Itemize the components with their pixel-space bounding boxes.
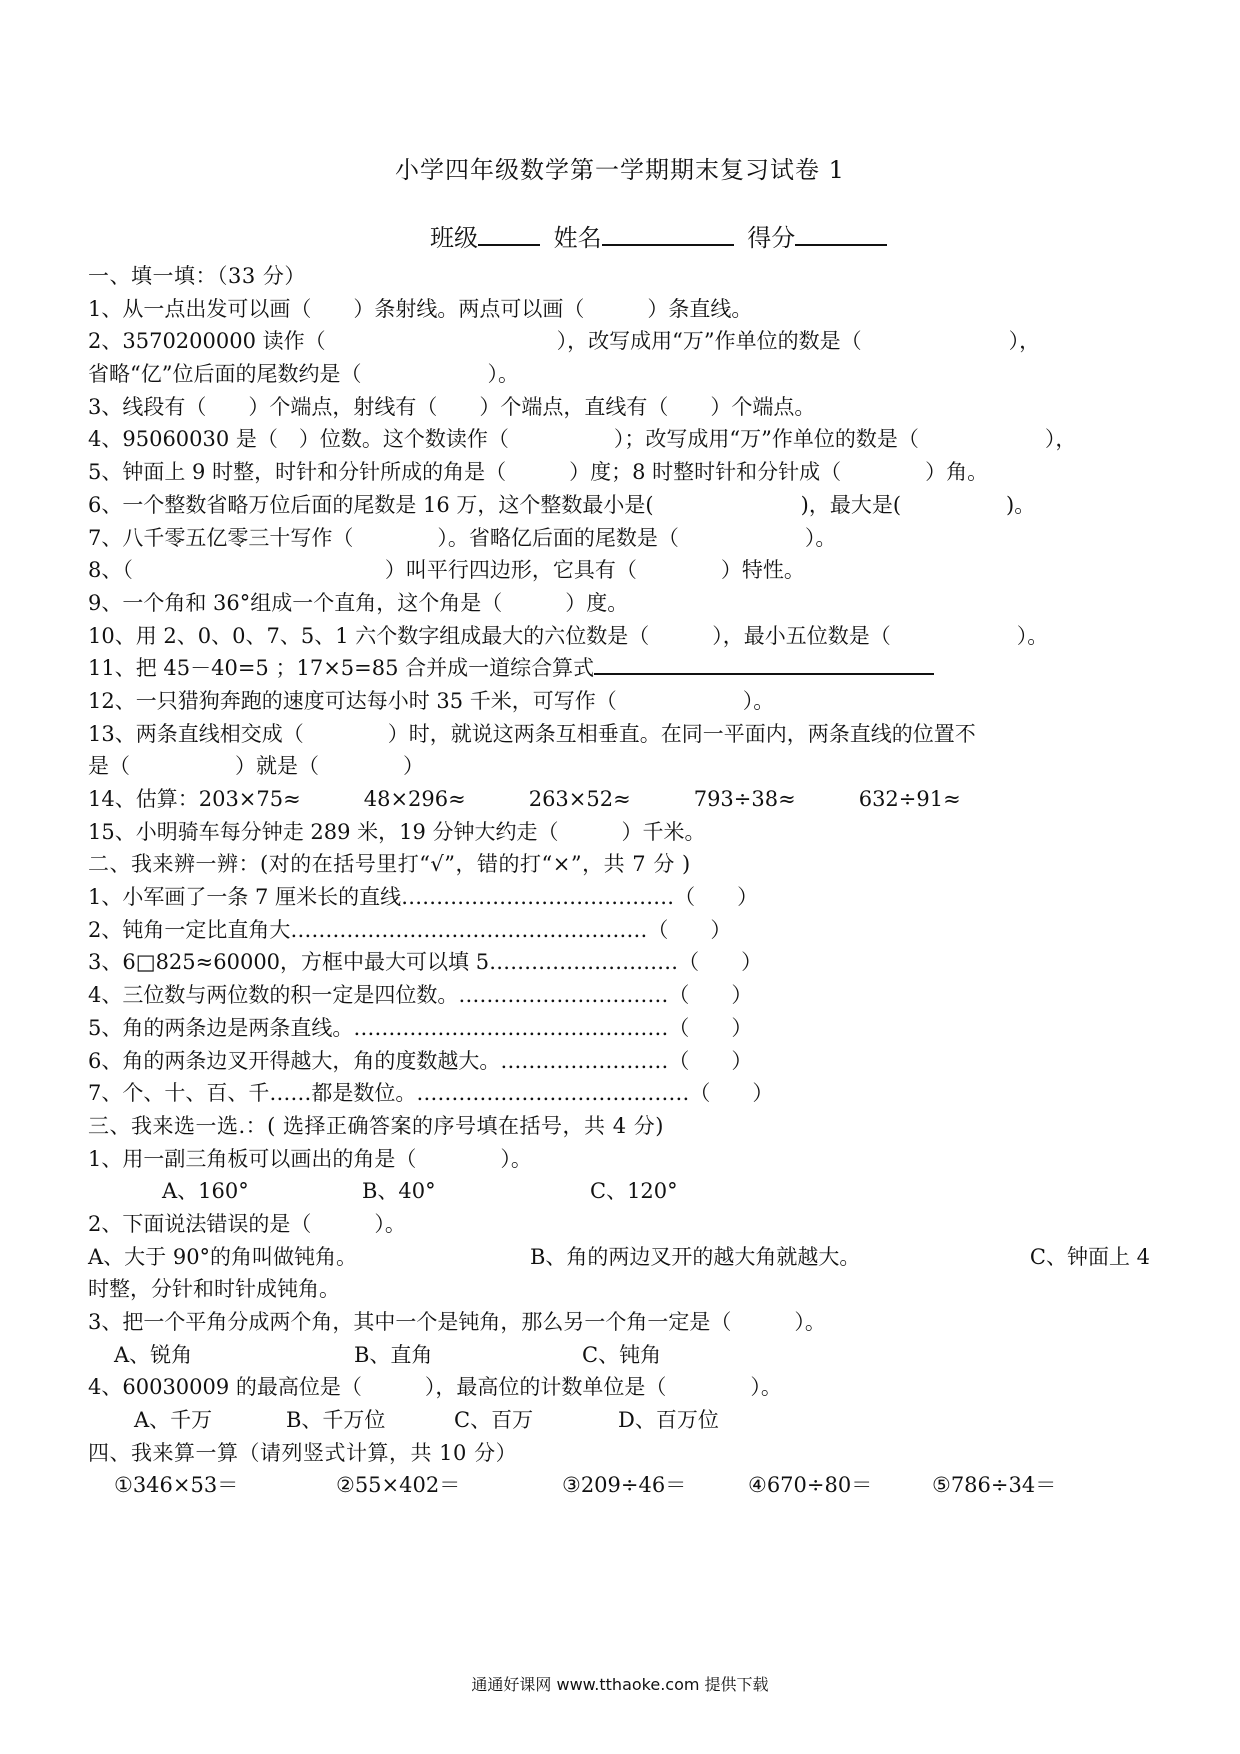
judge-item: 6、角的两条边叉开得越大，角的度数越大。……………………（ ） [88, 1048, 753, 1073]
option-c: C、百万 [454, 1408, 534, 1433]
option-c: C、钟面上 4 [1029, 1244, 1150, 1269]
class-label: 班级 [430, 224, 478, 252]
judge-item: 7、个、十、百、千……都是数位。…………………………………（ ） [88, 1081, 774, 1106]
question-1-3: 3、线段有（ ）个端点，射线有（ ）个端点，直线有（ ）个端点。 [88, 394, 816, 419]
score-blank [795, 222, 887, 246]
option-b: B、直角 [354, 1342, 433, 1367]
question-1-8: 8、（ ）叫平行四边形，它具有（ ）特性。 [88, 558, 805, 583]
class-blank [478, 222, 540, 246]
question-1-11-text: 11、把 45－40=5 ；17×5=85 合并成一道综合算式 [88, 656, 595, 681]
question-1-1: 1、从一点出发可以画（ ）条射线。两点可以画（ ）条直线。 [88, 296, 753, 321]
choice-question-2: 2、下面说法错误的是（ ）。 [88, 1211, 406, 1236]
student-info [430, 218, 893, 253]
option-a: A、锐角 [114, 1342, 193, 1367]
question-1-10: 10、用 2、0、0、7、5、1 六个数字组成最大的六位数是（ ），最小五位数是（ ）。 [88, 623, 1049, 648]
question-1-11 [88, 652, 1150, 685]
judge-item: 5、角的两条边是两条直线。………………………………………（ ） [88, 1015, 753, 1040]
option-b: B、千万位 [286, 1408, 386, 1433]
judge-item: 1、小军画了一条 7 厘米长的直线…………………………………（ ） [88, 885, 759, 910]
calc-item: ④670÷80＝ [748, 1473, 873, 1498]
judge-item: 3、6□825≈60000，方框中最大可以填 5………………………（ ） [88, 950, 763, 975]
question-1-2a: 2、3570200000 读作（ ），改写成用“万”作单位的数是（ ）， [88, 329, 1041, 354]
footer-credit: 通通好课网 www.tthaoke.com 提供下载 [471, 1675, 769, 1694]
calc-item: ⑤786÷34＝ [932, 1473, 1057, 1498]
question-1-7: 7、八千零五亿零三十写作（ ）。省略亿后面的尾数是（ ）。 [88, 525, 837, 550]
question-1-12: 12、一只猎狗奔跑的速度可达每小时 35 千米，可写作（ ）。 [88, 688, 775, 713]
name-blank [602, 222, 734, 246]
option-a: A、千万 [134, 1408, 213, 1433]
question-1-6: 6、一个整数省略万位后面的尾数是 16 万，这个整数最小是( )，最大是( )。 [88, 492, 1036, 517]
option-a: A、160° [162, 1179, 249, 1204]
question-1-14: 14、估算：203×75≈ 48×296≈ 263×52≈ 793÷38≈ 632÷91≈ [88, 787, 961, 811]
calc-items [88, 1469, 1150, 1502]
choice-options-3 [88, 1339, 1150, 1372]
option-c: C、120° [590, 1179, 678, 1204]
judge-item: 2、钝角一定比直角大……………………………………………（ ） [88, 917, 732, 942]
choice-options-4 [88, 1404, 1150, 1437]
question-1-13b: 是（ ）就是（ ） [88, 754, 424, 779]
section-3-heading: 三、我来选一选.：( 选择正确答案的序号填在括号，共 4 分) [88, 1113, 664, 1138]
question-1-4: 4、95060030 是（ ）位数。这个数读作（ ）；改写成用“万”作单位的数是（ ）， [88, 427, 1077, 452]
calc-item: ③209÷46＝ [562, 1473, 687, 1498]
option-c: C、钝角 [582, 1342, 662, 1367]
choice-question-1: 1、用一副三角板可以画出的角是（ ）。 [88, 1146, 532, 1171]
choice-question-3: 3、把一个平角分成两个角，其中一个是钝角，那么另一个角一定是（ ）。 [88, 1310, 826, 1334]
option-d: D、百万位 [618, 1408, 719, 1433]
answer-line [594, 653, 934, 675]
choice-options-1 [88, 1175, 1150, 1208]
section-4-heading: 四、我来算一算（请列竖式计算，共 10 分） [88, 1440, 518, 1465]
question-1-15: 15、小明骑车每分钟走 289 米，19 分钟大约走（ ）千米。 [88, 819, 706, 844]
option-b: B、40° [362, 1179, 436, 1204]
question-1-2b: 省略“亿”位后面的尾数约是（ ）。 [88, 362, 519, 387]
section-1-heading: 一、填一填：（33 分） [88, 264, 306, 288]
choice-options-2 [88, 1241, 1150, 1274]
question-1-5: 5、钟面上 9 时整，时针和分针所成的角是（ ）度；8 时整时针和分针成（ ）角。 [88, 460, 989, 485]
calc-item: ①346×53＝ [114, 1473, 239, 1498]
question-1-9: 9、一个角和 36°组成一个直角，这个角是（ ）度。 [88, 590, 629, 615]
option-b: B、角的两边叉开的越大角就越大。 [530, 1244, 861, 1269]
question-1-13a: 13、两条直线相交成（ ）时，就说这两条互相垂直。在同一平面内，两条直线的位置不 [88, 721, 976, 746]
page-title: 小学四年级数学第一学期期末复习试卷 1 [395, 156, 845, 184]
option-a: A、大于 90°的角叫做钝角。 [88, 1244, 358, 1269]
name-label: 姓名 [553, 224, 602, 252]
choice-question-4: 4、60030009 的最高位是（ ），最高位的计数单位是（ ）。 [88, 1375, 782, 1400]
section-2-heading: 二、我来辨一辨：(对的在括号里打“√”，错的打“×”，共 7 分 ) [88, 852, 691, 877]
exam-content [88, 260, 1150, 1502]
calc-item: ②55×402＝ [336, 1473, 461, 1498]
score-label: 得分 [747, 224, 796, 252]
judge-item: 4、三位数与两位数的积一定是四位数。…………………………（ ） [88, 983, 753, 1008]
choice-question-2-cont: 时整，分针和时针成钝角。 [88, 1277, 340, 1302]
